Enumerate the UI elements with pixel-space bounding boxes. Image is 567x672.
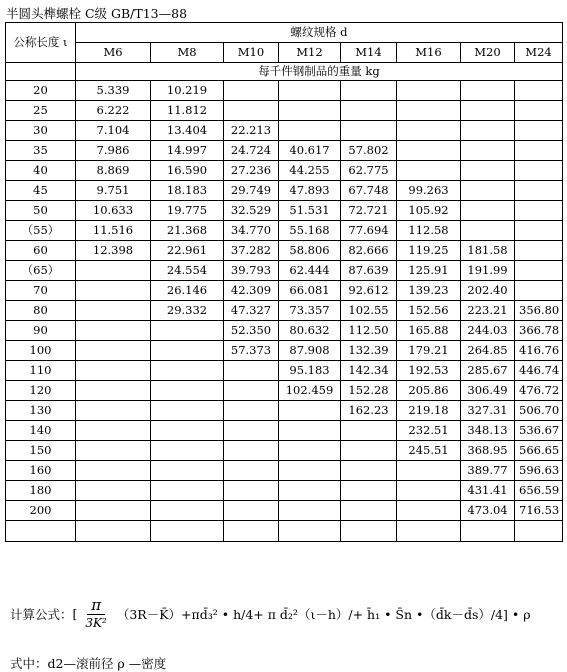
weight-cell	[76, 501, 151, 521]
table-row	[6, 341, 563, 361]
weight-cell: 5.339	[76, 81, 151, 101]
weight-cell: 82.666	[341, 241, 397, 261]
table-row	[6, 221, 563, 241]
weight-cell: 416.76	[515, 341, 563, 361]
weight-cell	[341, 501, 397, 521]
weight-cell	[279, 501, 341, 521]
weight-cell: 356.80	[515, 301, 563, 321]
weight-cell	[76, 281, 151, 301]
empty-cell	[6, 521, 76, 542]
weight-cell	[515, 181, 563, 201]
weight-cell	[397, 161, 461, 181]
weight-cell	[76, 361, 151, 381]
weight-cell	[461, 121, 515, 141]
weight-cell: 152.28	[341, 381, 397, 401]
weight-cell	[515, 221, 563, 241]
weight-cell: 191.99	[461, 261, 515, 281]
weight-cell	[151, 361, 224, 381]
length-cell: 180	[6, 481, 76, 501]
weight-cell: 19.775	[151, 201, 224, 221]
empty-cell	[341, 521, 397, 542]
weight-cell	[224, 81, 279, 101]
weight-cell: 473.04	[461, 501, 515, 521]
table-row	[6, 81, 563, 101]
formula-note: 式中：d2—滚前径 ρ —密度	[10, 656, 167, 671]
weight-cell: 39.793	[224, 261, 279, 281]
empty-cell	[279, 521, 341, 542]
weight-cell	[397, 461, 461, 481]
table-row	[6, 261, 563, 281]
weight-cell: 181.58	[461, 241, 515, 261]
table-row	[6, 281, 563, 301]
weight-cell	[224, 481, 279, 501]
weight-cell	[341, 461, 397, 481]
length-cell: 90	[6, 321, 76, 341]
table-row	[6, 161, 563, 181]
weight-cell: 105.92	[397, 201, 461, 221]
weight-cell: 446.74	[515, 361, 563, 381]
length-cell: 60	[6, 241, 76, 261]
weight-cell: 245.51	[397, 441, 461, 461]
table-row	[6, 241, 563, 261]
weight-cell: 102.459	[279, 381, 341, 401]
weight-cell	[224, 381, 279, 401]
weight-cell: 536.67	[515, 421, 563, 441]
empty-cell	[515, 521, 563, 542]
length-cell: 80	[6, 301, 76, 321]
weight-cell	[279, 481, 341, 501]
weight-cell: 26.146	[151, 281, 224, 301]
weight-cell	[397, 501, 461, 521]
weight-cell: 102.55	[341, 301, 397, 321]
weight-cell: 95.183	[279, 361, 341, 381]
length-cell: 40	[6, 161, 76, 181]
weight-cell	[515, 261, 563, 281]
size-header-m12: M12	[279, 43, 341, 63]
weight-cell: 47.893	[279, 181, 341, 201]
length-cell: 70	[6, 281, 76, 301]
weight-cell	[279, 401, 341, 421]
empty-row	[6, 521, 563, 542]
weight-cell: 179.21	[397, 341, 461, 361]
weight-cell	[515, 121, 563, 141]
weight-cell: 77.694	[341, 221, 397, 241]
weight-header: 每千件钢制品的重量 kg	[76, 63, 563, 81]
weight-cell: 165.88	[397, 321, 461, 341]
weight-cell: 202.40	[461, 281, 515, 301]
weight-cell: 40.617	[279, 141, 341, 161]
weight-cell	[76, 261, 151, 281]
length-cell: 20	[6, 81, 76, 101]
weight-cell: 8.869	[76, 161, 151, 181]
length-cell: 45	[6, 181, 76, 201]
thread-header: 螺纹规格 d	[76, 23, 563, 43]
weight-cell: 7.104	[76, 121, 151, 141]
formula-label: 计算公式：	[10, 606, 73, 622]
weight-cell: 62.775	[341, 161, 397, 181]
weight-cell	[397, 141, 461, 161]
length-cell: 140	[6, 421, 76, 441]
weight-cell: 244.03	[461, 321, 515, 341]
weight-cell: 219.18	[397, 401, 461, 421]
weight-cell	[461, 201, 515, 221]
size-header-m24: M24	[515, 43, 563, 63]
weight-cell	[224, 461, 279, 481]
weight-cell: 656.59	[515, 481, 563, 501]
length-cell: 160	[6, 461, 76, 481]
table-row	[6, 101, 563, 121]
table-row	[6, 321, 563, 341]
size-header-row	[6, 43, 563, 63]
size-header-m16: M16	[397, 43, 461, 63]
table-row	[6, 141, 563, 161]
length-cell: 25	[6, 101, 76, 121]
size-header-m20: M20	[461, 43, 515, 63]
weight-cell: 51.531	[279, 201, 341, 221]
weight-cell: 142.34	[341, 361, 397, 381]
weight-cell	[515, 81, 563, 101]
weight-cell: 125.91	[397, 261, 461, 281]
weight-cell	[279, 461, 341, 481]
weight-cell	[76, 441, 151, 461]
weight-cell: 58.806	[279, 241, 341, 261]
weight-cell	[151, 381, 224, 401]
weight-cell: 366.78	[515, 321, 563, 341]
weight-cell: 18.183	[151, 181, 224, 201]
table-row	[6, 401, 563, 421]
weight-cell: 476.72	[515, 381, 563, 401]
table-row	[6, 201, 563, 221]
weight-cell: 62.444	[279, 261, 341, 281]
weight-cell	[341, 121, 397, 141]
weight-cell	[461, 141, 515, 161]
weight-cell: 14.997	[151, 141, 224, 161]
weight-cell: 11.516	[76, 221, 151, 241]
weight-cell: 348.13	[461, 421, 515, 441]
weight-cell: 205.86	[397, 381, 461, 401]
size-header-m10: M10	[224, 43, 279, 63]
weight-cell: 67.748	[341, 181, 397, 201]
formula-frac-denominator: 3K²	[85, 616, 107, 630]
weight-cell	[76, 481, 151, 501]
weight-cell	[515, 201, 563, 221]
formula-open-bracket: [	[72, 606, 78, 621]
weight-cell: 232.51	[397, 421, 461, 441]
weight-cell	[341, 481, 397, 501]
weight-cell	[151, 401, 224, 421]
weight-cell: 55.168	[279, 221, 341, 241]
weight-cell: 52.350	[224, 321, 279, 341]
weight-cell: 13.404	[151, 121, 224, 141]
weight-cell: 99.263	[397, 181, 461, 201]
formula-fraction	[81, 596, 110, 631]
weight-cell: 162.23	[341, 401, 397, 421]
weight-cell: 119.25	[397, 241, 461, 261]
size-header-m6: M6	[76, 43, 151, 63]
weight-cell: 285.67	[461, 361, 515, 381]
weight-cell: 34.770	[224, 221, 279, 241]
length-cell: 200	[6, 501, 76, 521]
weight-cell: 37.282	[224, 241, 279, 261]
weight-cell: 10.633	[76, 201, 151, 221]
weight-cell	[341, 101, 397, 121]
size-header-m14: M14	[341, 43, 397, 63]
weight-cell	[461, 81, 515, 101]
table-row	[6, 441, 563, 461]
weight-cell	[151, 341, 224, 361]
weight-cell: 92.612	[341, 281, 397, 301]
length-cell: 130	[6, 401, 76, 421]
size-header-m8: M8	[151, 43, 224, 63]
table-body	[6, 81, 563, 542]
weight-cell	[461, 221, 515, 241]
weight-cell: 132.39	[341, 341, 397, 361]
weight-cell	[224, 101, 279, 121]
weight-cell	[461, 161, 515, 181]
weight-cell: 57.802	[341, 141, 397, 161]
weight-cell: 12.398	[76, 241, 151, 261]
length-cell: 150	[6, 441, 76, 461]
weight-cell	[151, 441, 224, 461]
table-row	[6, 361, 563, 381]
weight-cell	[151, 461, 224, 481]
weight-cell: 21.368	[151, 221, 224, 241]
table-row	[6, 481, 563, 501]
weight-cell: 87.639	[341, 261, 397, 281]
weight-cell	[341, 421, 397, 441]
weight-cell	[151, 421, 224, 441]
table-row	[6, 421, 563, 441]
weight-cell	[224, 421, 279, 441]
weight-cell	[279, 81, 341, 101]
weight-cell	[76, 421, 151, 441]
weight-cell: 11.812	[151, 101, 224, 121]
empty-cell	[461, 521, 515, 542]
weight-cell: 389.77	[461, 461, 515, 481]
formula	[10, 596, 531, 631]
length-cell: 50	[6, 201, 76, 221]
length-cell: 120	[6, 381, 76, 401]
formula-frac-numerator: π	[87, 596, 105, 615]
weight-cell: 73.357	[279, 301, 341, 321]
weight-cell	[76, 461, 151, 481]
table-row	[6, 501, 563, 521]
weight-cell: 22.961	[151, 241, 224, 261]
weight-cell	[279, 421, 341, 441]
weight-cell: 22.213	[224, 121, 279, 141]
weight-cell	[515, 241, 563, 261]
length-cell: 35	[6, 141, 76, 161]
weight-cell: 57.373	[224, 341, 279, 361]
document-title: 半圆头榫螺栓 C级 GB/T13—88	[6, 6, 188, 21]
weight-cell	[224, 441, 279, 461]
weight-cell	[515, 141, 563, 161]
length-cell: 100	[6, 341, 76, 361]
weight-cell	[279, 121, 341, 141]
weight-cell: 47.327	[224, 301, 279, 321]
weight-cell: 566.65	[515, 441, 563, 461]
weight-cell: 223.21	[461, 301, 515, 321]
weight-cell: 112.58	[397, 221, 461, 241]
length-header: 公称长度 ι	[6, 23, 76, 63]
weight-cell	[76, 401, 151, 421]
weight-cell: 24.554	[151, 261, 224, 281]
table-row	[6, 301, 563, 321]
length-cell: （65）	[6, 261, 76, 281]
weight-cell: 368.95	[461, 441, 515, 461]
weight-cell	[224, 361, 279, 381]
length-blank	[6, 63, 76, 81]
weight-cell: 306.49	[461, 381, 515, 401]
weight-cell	[76, 341, 151, 361]
length-cell: 110	[6, 361, 76, 381]
weight-cell	[224, 401, 279, 421]
weight-cell	[397, 121, 461, 141]
weight-cell: 29.749	[224, 181, 279, 201]
weight-cell: 80.632	[279, 321, 341, 341]
length-cell: 30	[6, 121, 76, 141]
weight-cell: 27.236	[224, 161, 279, 181]
formula-rest: （3R－K̄）+πd̄₃² • h/4+ π d̄₂²（ι－h）/+ h̄₁ • S̄n •（d̄k－d̄s）/4] • ρ	[116, 606, 531, 622]
weight-cell	[76, 301, 151, 321]
weight-cell	[341, 441, 397, 461]
weight-cell: 506.70	[515, 401, 563, 421]
weight-cell	[76, 381, 151, 401]
weight-cell: 596.63	[515, 461, 563, 481]
empty-cell	[224, 521, 279, 542]
weight-cell: 139.23	[397, 281, 461, 301]
weight-cell	[224, 501, 279, 521]
weight-cell: 87.908	[279, 341, 341, 361]
weight-cell: 16.590	[151, 161, 224, 181]
empty-cell	[76, 521, 151, 542]
weight-cell	[397, 481, 461, 501]
weight-cell: 9.751	[76, 181, 151, 201]
weight-cell: 192.53	[397, 361, 461, 381]
table-row	[6, 121, 563, 141]
weight-cell	[397, 81, 461, 101]
weight-cell	[461, 181, 515, 201]
weight-cell: 431.41	[461, 481, 515, 501]
empty-cell	[397, 521, 461, 542]
weight-cell: 66.081	[279, 281, 341, 301]
weight-cell	[461, 101, 515, 121]
weight-cell: 32.529	[224, 201, 279, 221]
weight-cell	[279, 101, 341, 121]
weight-cell	[515, 101, 563, 121]
weight-table	[5, 22, 563, 542]
weight-cell: 152.56	[397, 301, 461, 321]
weight-cell: 327.31	[461, 401, 515, 421]
weight-cell: 72.721	[341, 201, 397, 221]
weight-cell: 716.53	[515, 501, 563, 521]
weight-cell: 10.219	[151, 81, 224, 101]
weight-cell	[151, 321, 224, 341]
weight-cell	[279, 441, 341, 461]
weight-cell	[76, 321, 151, 341]
weight-cell: 29.332	[151, 301, 224, 321]
table-row	[6, 381, 563, 401]
weight-cell	[341, 81, 397, 101]
weight-cell	[397, 101, 461, 121]
weight-cell: 42.309	[224, 281, 279, 301]
empty-cell	[151, 521, 224, 542]
table-row	[6, 181, 563, 201]
length-cell: （55）	[6, 221, 76, 241]
weight-cell	[151, 501, 224, 521]
weight-cell	[515, 281, 563, 301]
weight-cell: 112.50	[341, 321, 397, 341]
weight-cell: 6.222	[76, 101, 151, 121]
weight-cell: 264.85	[461, 341, 515, 361]
weight-cell: 44.255	[279, 161, 341, 181]
weight-cell	[515, 161, 563, 181]
weight-cell	[151, 481, 224, 501]
weight-cell: 7.986	[76, 141, 151, 161]
table-row	[6, 461, 563, 481]
weight-cell: 24.724	[224, 141, 279, 161]
